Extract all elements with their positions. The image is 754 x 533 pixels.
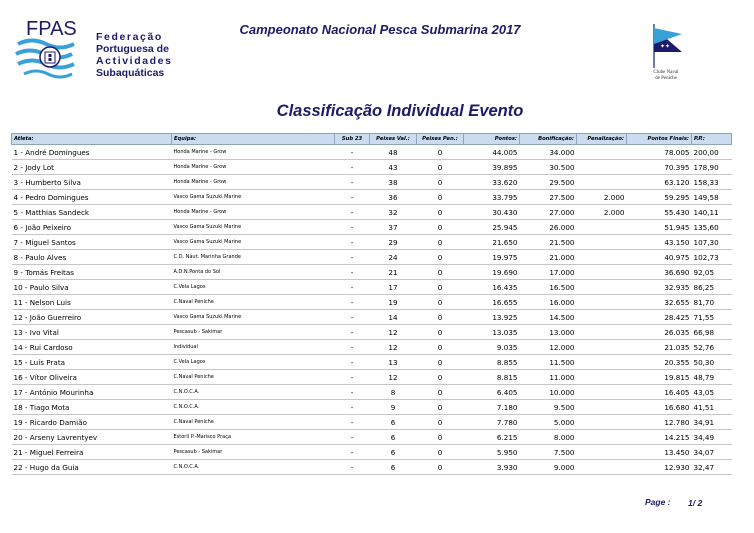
event-title: Campeonato Nacional Pesca Submarina 2017: [239, 22, 521, 37]
table-row: [12, 370, 732, 385]
sub23-cell: -: [335, 235, 370, 250]
pp-cell: 140,11: [692, 205, 732, 220]
final-points-cell: 43.150: [627, 235, 692, 250]
fish-pen-cell: 0: [417, 460, 464, 475]
col-header-final-points: Pontos Finais:: [627, 134, 692, 145]
table-row: [12, 430, 732, 445]
team-cell: Vasco Gama Suzuki Marine: [172, 220, 335, 235]
athlete-cell: 15 - Luís Prata: [12, 355, 172, 370]
sub23-cell: -: [335, 370, 370, 385]
team-cell: Estoril P.-Marisco Praça: [172, 430, 335, 445]
points-cell: 8.855: [464, 355, 520, 370]
sub23-cell: -: [335, 160, 370, 175]
final-points-cell: 28.425: [627, 310, 692, 325]
athlete-cell: 19 - Ricardo Damião: [12, 415, 172, 430]
penalty-cell: [577, 400, 627, 415]
bonus-cell: 30.500: [520, 160, 577, 175]
points-cell: 39.895: [464, 160, 520, 175]
fish-valid-cell: 48: [370, 145, 417, 160]
fish-pen-cell: 0: [417, 295, 464, 310]
team-cell: Honda Marine - Grow: [172, 160, 335, 175]
fish-pen-cell: 0: [417, 235, 464, 250]
sub23-cell: -: [335, 280, 370, 295]
sub23-cell: -: [335, 340, 370, 355]
bonus-cell: 26.000: [520, 220, 577, 235]
col-header-athlete: Atleta:: [12, 134, 172, 145]
athlete-cell: 8 - Paulo Alves: [12, 250, 172, 265]
pp-cell: 32,47: [692, 460, 732, 475]
fish-pen-cell: 0: [417, 250, 464, 265]
team-cell: Individual: [172, 340, 335, 355]
penalty-cell: [577, 460, 627, 475]
athlete-cell: 6 - João Peixeiro: [12, 220, 172, 235]
points-cell: 5.950: [464, 445, 520, 460]
col-header-fish-pen: Peixes Pen.:: [417, 134, 464, 145]
table-header-row: [12, 134, 732, 145]
fish-pen-cell: 0: [417, 280, 464, 295]
final-points-cell: 21.035: [627, 340, 692, 355]
final-points-cell: 70.395: [627, 160, 692, 175]
fish-pen-cell: 0: [417, 325, 464, 340]
team-cell: C.N.O.C.A.: [172, 385, 335, 400]
athlete-cell: 18 - Tiago Mota: [12, 400, 172, 415]
fish-valid-cell: 6: [370, 415, 417, 430]
final-points-cell: 63.120: [627, 175, 692, 190]
fish-pen-cell: 0: [417, 400, 464, 415]
table-row: [12, 340, 732, 355]
page-title: Classificação Individual Evento: [276, 102, 524, 120]
penalty-cell: [577, 370, 627, 385]
points-cell: 6.215: [464, 430, 520, 445]
table-row: [12, 250, 732, 265]
final-points-cell: 55.430: [627, 205, 692, 220]
col-header-pp: P.P.:: [692, 134, 732, 145]
team-cell: Honda Marine - Grow: [172, 145, 335, 160]
team-cell: C.Naval Peniche: [172, 415, 335, 430]
sub23-cell: -: [335, 355, 370, 370]
bonus-cell: 5.000: [520, 415, 577, 430]
points-cell: 13.925: [464, 310, 520, 325]
athlete-cell: 2 - Jody Lot: [12, 160, 172, 175]
club-logo: [640, 22, 700, 97]
final-points-cell: 40.975: [627, 250, 692, 265]
pp-cell: 48,79: [692, 370, 732, 385]
sub23-cell: -: [335, 415, 370, 430]
team-cell: C.Naval Peniche: [172, 370, 335, 385]
fish-pen-cell: 0: [417, 160, 464, 175]
pp-cell: 86,25: [692, 280, 732, 295]
athlete-cell: 20 - Arseny Lavrentyev: [12, 430, 172, 445]
points-cell: 7.780: [464, 415, 520, 430]
sub23-cell: -: [335, 250, 370, 265]
final-points-cell: 20.355: [627, 355, 692, 370]
sub23-cell: -: [335, 400, 370, 415]
final-points-cell: 32.655: [627, 295, 692, 310]
fish-valid-cell: 8: [370, 385, 417, 400]
penalty-cell: [577, 430, 627, 445]
team-cell: Vasco Gama Suzuki Marine: [172, 190, 335, 205]
penalty-cell: [577, 385, 627, 400]
bonus-cell: 7.500: [520, 445, 577, 460]
points-cell: 8.815: [464, 370, 520, 385]
col-header-points: Pontos:: [464, 134, 520, 145]
fish-valid-cell: 9: [370, 400, 417, 415]
points-cell: 30.430: [464, 205, 520, 220]
athlete-cell: 22 - Hugo da Guia: [12, 460, 172, 475]
club-flag-icon: [640, 22, 692, 70]
fish-valid-cell: 43: [370, 160, 417, 175]
athlete-cell: 3 - Humberto Silva: [12, 175, 172, 190]
fish-valid-cell: 36: [370, 190, 417, 205]
points-cell: 6.405: [464, 385, 520, 400]
fish-valid-cell: 19: [370, 295, 417, 310]
bonus-cell: 12.000: [520, 340, 577, 355]
penalty-cell: [577, 160, 627, 175]
team-cell: Pescasub - Sakimar: [172, 445, 335, 460]
fish-valid-cell: 12: [370, 325, 417, 340]
club-name: [640, 70, 692, 82]
org-name-line2: Portuguesa de: [96, 43, 169, 55]
fish-valid-cell: 14: [370, 310, 417, 325]
sub23-cell: -: [335, 430, 370, 445]
table-row: [12, 235, 732, 250]
page-number: 1/ 2: [688, 498, 703, 508]
org-name: [96, 31, 173, 79]
table-row: [12, 160, 732, 175]
final-points-cell: 19.815: [627, 370, 692, 385]
fish-pen-cell: 0: [417, 370, 464, 385]
penalty-cell: 2.000: [577, 205, 627, 220]
table-row: [12, 385, 732, 400]
bonus-cell: 21.000: [520, 250, 577, 265]
pp-cell: 66,98: [692, 325, 732, 340]
fpas-acronym: FPAS: [26, 18, 77, 40]
final-points-cell: 51.945: [627, 220, 692, 235]
bonus-cell: 10.000: [520, 385, 577, 400]
bonus-cell: 29.500: [520, 175, 577, 190]
bonus-cell: 8.000: [520, 430, 577, 445]
bonus-cell: 11.500: [520, 355, 577, 370]
points-cell: 21.650: [464, 235, 520, 250]
fish-valid-cell: 38: [370, 175, 417, 190]
fish-valid-cell: 13: [370, 355, 417, 370]
col-header-penalty: Penalização:: [577, 134, 627, 145]
team-cell: C.D. Náut. Marinha Grande: [172, 250, 335, 265]
sub23-cell: -: [335, 205, 370, 220]
athlete-cell: 1 - André Domingues: [12, 145, 172, 160]
points-cell: 19.975: [464, 250, 520, 265]
penalty-cell: [577, 445, 627, 460]
bonus-cell: 13.000: [520, 325, 577, 340]
fish-pen-cell: 0: [417, 340, 464, 355]
points-cell: 33.795: [464, 190, 520, 205]
athlete-cell: 12 - João Guerreiro: [12, 310, 172, 325]
final-points-cell: 59.295: [627, 190, 692, 205]
fish-pen-cell: 0: [417, 415, 464, 430]
bonus-cell: 34.000: [520, 145, 577, 160]
club-name-line1: Clube Naval: [653, 70, 679, 75]
sub23-cell: -: [335, 445, 370, 460]
team-cell: C.Naval Peniche: [172, 295, 335, 310]
sub23-cell: -: [335, 145, 370, 160]
bonus-cell: 27.500: [520, 190, 577, 205]
penalty-cell: [577, 235, 627, 250]
fish-pen-cell: 0: [417, 385, 464, 400]
bonus-cell: 16.000: [520, 295, 577, 310]
penalty-cell: 2.000: [577, 190, 627, 205]
fpas-emblem-icon: [14, 17, 94, 85]
athlete-cell: 9 - Tomás Freitas: [12, 265, 172, 280]
team-cell: Vasco Gama Suzuki Marine: [172, 235, 335, 250]
penalty-cell: [577, 325, 627, 340]
fish-pen-cell: 0: [417, 430, 464, 445]
fish-valid-cell: 37: [370, 220, 417, 235]
pp-cell: 149,58: [692, 190, 732, 205]
points-cell: 9.035: [464, 340, 520, 355]
team-cell: C.N.O.C.A.: [172, 460, 335, 475]
points-cell: 16.435: [464, 280, 520, 295]
athlete-cell: 14 - Rui Cardoso: [12, 340, 172, 355]
pp-cell: 34,07: [692, 445, 732, 460]
col-header-bonus: Bonificação:: [520, 134, 577, 145]
points-cell: 7.180: [464, 400, 520, 415]
pp-cell: 135,60: [692, 220, 732, 235]
fish-valid-cell: 24: [370, 250, 417, 265]
team-cell: C.N.O.C.A.: [172, 400, 335, 415]
points-cell: 44.005: [464, 145, 520, 160]
athlete-cell: 16 - Vítor Oliveira: [12, 370, 172, 385]
bonus-cell: 11.000: [520, 370, 577, 385]
results-table-body: [12, 145, 732, 475]
table-row: [12, 205, 732, 220]
fish-pen-cell: 0: [417, 145, 464, 160]
athlete-cell: 4 - Pedro Domingues: [12, 190, 172, 205]
fish-pen-cell: 0: [417, 310, 464, 325]
penalty-cell: [577, 250, 627, 265]
final-points-cell: 36.690: [627, 265, 692, 280]
bonus-cell: 16.500: [520, 280, 577, 295]
table-row: [12, 220, 732, 235]
pp-cell: 81,70: [692, 295, 732, 310]
team-cell: C.Vela Lagos: [172, 280, 335, 295]
sub23-cell: -: [335, 190, 370, 205]
bonus-cell: 17.000: [520, 265, 577, 280]
points-cell: 13.035: [464, 325, 520, 340]
team-cell: Vasco Gama Suzuki Marine: [172, 310, 335, 325]
org-name-line4: Subaquáticas: [96, 67, 165, 79]
table-row: [12, 265, 732, 280]
pp-cell: 50,30: [692, 355, 732, 370]
final-points-cell: 26.035: [627, 325, 692, 340]
final-points-cell: 32.935: [627, 280, 692, 295]
org-name-line3: Actividades: [96, 55, 173, 67]
sub23-cell: -: [335, 310, 370, 325]
pp-cell: 34,91: [692, 415, 732, 430]
fish-pen-cell: 0: [417, 220, 464, 235]
fish-valid-cell: 17: [370, 280, 417, 295]
fpas-logo: [14, 17, 174, 85]
fish-pen-cell: 0: [417, 355, 464, 370]
fish-valid-cell: 29: [370, 235, 417, 250]
fish-pen-cell: 0: [417, 265, 464, 280]
fish-pen-cell: 0: [417, 205, 464, 220]
sub23-cell: -: [335, 220, 370, 235]
pp-cell: 107,30: [692, 235, 732, 250]
org-name-line1: Federação: [96, 31, 163, 43]
final-points-cell: 13.450: [627, 445, 692, 460]
athlete-cell: 21 - Miguel Ferreira: [12, 445, 172, 460]
table-row: [12, 145, 732, 160]
fish-valid-cell: 6: [370, 445, 417, 460]
pp-cell: 92,05: [692, 265, 732, 280]
table-row: [12, 460, 732, 475]
col-header-sub23: Sub 23: [335, 134, 370, 145]
team-cell: A.D.N.Ponta do Sol: [172, 265, 335, 280]
pp-cell: 34,49: [692, 430, 732, 445]
penalty-cell: [577, 310, 627, 325]
table-row: [12, 175, 732, 190]
table-row: [12, 355, 732, 370]
penalty-cell: [577, 295, 627, 310]
penalty-cell: [577, 355, 627, 370]
penalty-cell: [577, 340, 627, 355]
team-cell: C.Vela Lagos: [172, 355, 335, 370]
final-points-cell: 14.215: [627, 430, 692, 445]
pp-cell: 178,90: [692, 160, 732, 175]
table-row: [12, 325, 732, 340]
bonus-cell: 27.000: [520, 205, 577, 220]
fish-valid-cell: 21: [370, 265, 417, 280]
sub23-cell: -: [335, 175, 370, 190]
penalty-cell: [577, 220, 627, 235]
penalty-cell: [577, 175, 627, 190]
final-points-cell: 16.405: [627, 385, 692, 400]
pp-cell: 52,76: [692, 340, 732, 355]
fish-valid-cell: 6: [370, 460, 417, 475]
pp-cell: 158,33: [692, 175, 732, 190]
points-cell: 19.690: [464, 265, 520, 280]
points-cell: 16.655: [464, 295, 520, 310]
points-cell: 3.930: [464, 460, 520, 475]
fish-pen-cell: 0: [417, 190, 464, 205]
pp-cell: 41,51: [692, 400, 732, 415]
penalty-cell: [577, 145, 627, 160]
athlete-cell: 13 - Ivo Vital: [12, 325, 172, 340]
fish-valid-cell: 32: [370, 205, 417, 220]
final-points-cell: 12.930: [627, 460, 692, 475]
table-row: [12, 190, 732, 205]
sub23-cell: -: [335, 385, 370, 400]
sub23-cell: -: [335, 325, 370, 340]
table-row: [12, 445, 732, 460]
points-cell: 33.620: [464, 175, 520, 190]
col-header-fish-valid: Peixes Val.:: [370, 134, 417, 145]
svg-text:✦✦: ✦✦: [660, 43, 671, 50]
penalty-cell: [577, 265, 627, 280]
athlete-cell: 17 - António Mourinha: [12, 385, 172, 400]
penalty-cell: [577, 280, 627, 295]
athlete-cell: 7 - Miguel Santos: [12, 235, 172, 250]
fish-pen-cell: 0: [417, 445, 464, 460]
table-row: [12, 295, 732, 310]
points-cell: 25.945: [464, 220, 520, 235]
table-row: [12, 415, 732, 430]
athlete-cell: 11 - Nelson Luis: [12, 295, 172, 310]
fish-pen-cell: 0: [417, 175, 464, 190]
sub23-cell: -: [335, 295, 370, 310]
athlete-cell: 10 - Paulo Silva: [12, 280, 172, 295]
pp-cell: 71,55: [692, 310, 732, 325]
bonus-cell: 14.500: [520, 310, 577, 325]
final-points-cell: 16.680: [627, 400, 692, 415]
pp-cell: 43,05: [692, 385, 732, 400]
table-row: [12, 310, 732, 325]
team-cell: Honda Marine - Grow: [172, 175, 335, 190]
page-label: Page :: [645, 497, 671, 507]
table-row: [12, 400, 732, 415]
bonus-cell: 21.500: [520, 235, 577, 250]
bonus-cell: 9.000: [520, 460, 577, 475]
table-row: [12, 280, 732, 295]
team-cell: Honda Marine - Grow: [172, 205, 335, 220]
athlete-cell: 5 - Matthias Sandeck: [12, 205, 172, 220]
final-points-cell: 78.005: [627, 145, 692, 160]
team-cell: Pescasub - Sakimar: [172, 325, 335, 340]
sub23-cell: -: [335, 460, 370, 475]
pp-cell: 200,00: [692, 145, 732, 160]
pp-cell: 102,73: [692, 250, 732, 265]
final-points-cell: 12.780: [627, 415, 692, 430]
club-name-line2: de Peniche: [655, 76, 677, 81]
fish-valid-cell: 6: [370, 430, 417, 445]
fish-valid-cell: 12: [370, 340, 417, 355]
penalty-cell: [577, 415, 627, 430]
fish-valid-cell: 12: [370, 370, 417, 385]
sub23-cell: -: [335, 265, 370, 280]
results-table: [11, 133, 732, 475]
bonus-cell: 9.500: [520, 400, 577, 415]
col-header-team: Equipa:: [172, 134, 335, 145]
